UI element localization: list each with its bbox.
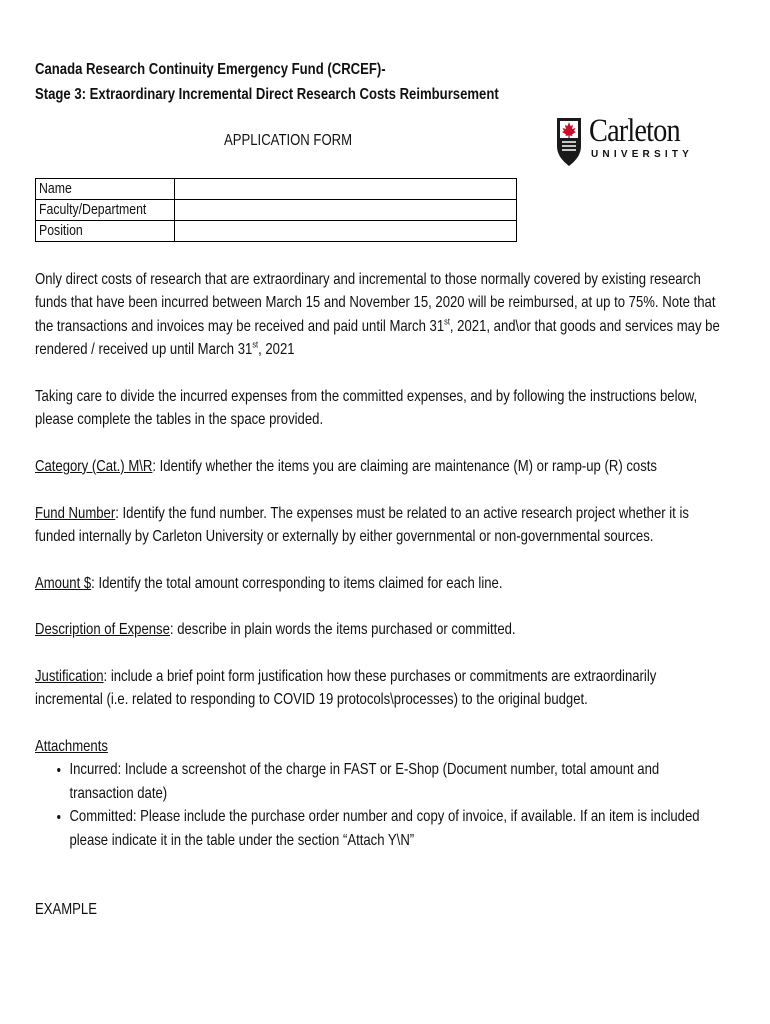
definition-category: Category (Cat.) M\R: Identify whether the items you are claiming are maintenance (M) or ramp-up (R) costs xyxy=(35,458,657,475)
shield-maple-leaf-icon xyxy=(556,116,582,168)
name-field[interactable] xyxy=(175,179,517,200)
definition-amount: Amount $: Identify the total amount corresponding to items claimed for each line. xyxy=(35,575,503,592)
definition-term: Amount $ xyxy=(35,575,92,592)
attachments-list xyxy=(35,758,724,852)
intro-paragraph-2: Taking care to divide the incurred expenses from the committed expenses, and by following the instructions below, please complete the tables in the space provided. xyxy=(35,388,698,429)
definition-fund-number: Fund Number: Identify the fund number. The expenses must be related to an active research project whether it is funded internally by Carleton University or externally by either governmental or non-governmental sources. xyxy=(35,505,689,546)
position-label: Position xyxy=(36,221,175,242)
document-title-line-1: Canada Research Continuity Emergency Fund (CRCEF)- xyxy=(35,61,386,78)
list-item: • Committed: Please include the purchase order number and copy of invoice, if available. If an item is included please indicate it in the table under the section “Attach Y\N” xyxy=(69,805,723,852)
definition-term: Fund Number xyxy=(35,505,116,522)
logo-subtitle: UNIVERSITY xyxy=(591,149,694,160)
table-row xyxy=(36,221,517,242)
applicant-info-table xyxy=(35,178,517,242)
attachments-heading: Attachments xyxy=(35,738,108,755)
application-form-label: APPLICATION FORM xyxy=(224,132,353,149)
document-title-line-2: Stage 3: Extraordinary Incremental Direct Research Costs Reimbursement xyxy=(35,86,499,103)
faculty-department-field[interactable] xyxy=(175,200,517,221)
name-label: Name xyxy=(36,179,175,200)
table-row xyxy=(36,200,517,221)
intro-paragraph-1: Only direct costs of research that are extraordinary and incremental to those normally covered by existing research funds that have been incurred between March 15 and November 15, 2020 will be reimbursed, at up to 75%. Note that the transactions and invoices may be received and paid until March 31st, 2021, and\or that goods and services may be rendered / received up until March 31st, 2021 xyxy=(35,271,720,359)
position-field[interactable] xyxy=(175,221,517,242)
definition-term: Category (Cat.) M\R xyxy=(35,458,153,475)
definition-description: Description of Expense: describe in plain words the items purchased or committed. xyxy=(35,621,516,638)
definition-term: Justification xyxy=(35,668,104,685)
definition-term: Description of Expense xyxy=(35,621,170,638)
attachments-section xyxy=(35,735,724,852)
table-row xyxy=(36,179,517,200)
list-item: • Incurred: Include a screenshot of the charge in FAST or E-Shop (Document number, total amount and transaction date) xyxy=(69,758,723,805)
faculty-department-label: Faculty/Department xyxy=(36,200,175,221)
carleton-logo xyxy=(556,113,694,166)
example-label: EXAMPLE xyxy=(35,901,97,918)
logo-wordmark: Carleton xyxy=(589,113,680,149)
definition-justification: Justification: include a brief point form justification how these purchases or commitments are extraordinarily incremental (i.e. related to responding to COVID 19 protocols\processes) to the original budget. xyxy=(35,668,657,709)
